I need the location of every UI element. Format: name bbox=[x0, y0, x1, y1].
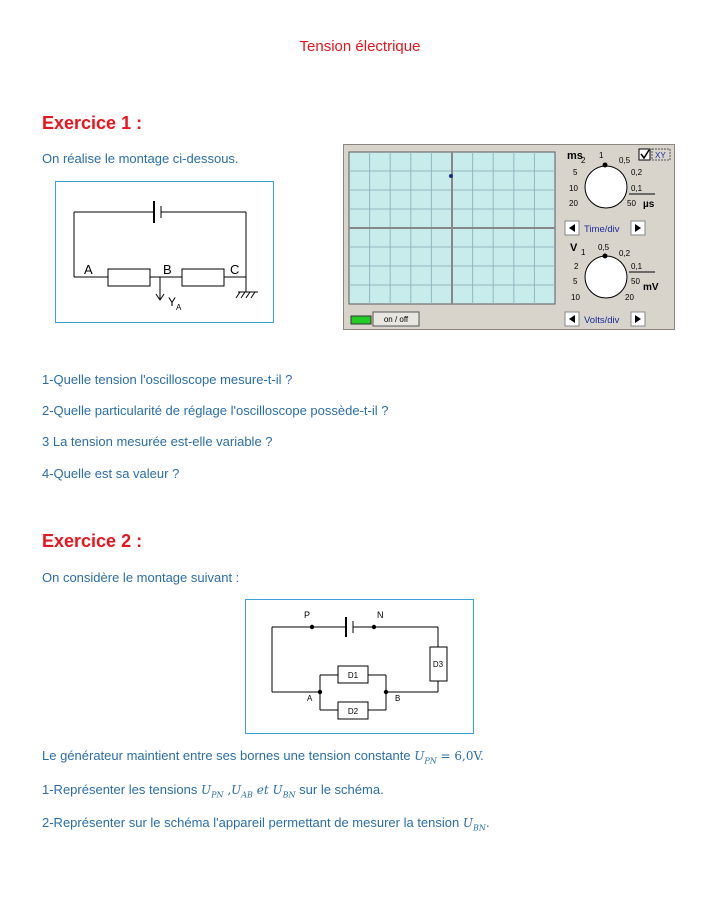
question-3: 3 La tension mesurée est-elle variable ? bbox=[42, 434, 273, 449]
math-et: et bbox=[256, 783, 269, 797]
node-a-label-2: A bbox=[307, 694, 313, 703]
time-label-50: 50 bbox=[627, 199, 636, 208]
exercise2-line1 bbox=[42, 748, 484, 765]
volts-div-label: Volts/div bbox=[584, 315, 620, 326]
d1-label: D1 bbox=[347, 671, 359, 680]
time-div-increase-button[interactable] bbox=[631, 221, 645, 235]
math-var-3: U bbox=[462, 816, 473, 830]
math-u1: U bbox=[200, 783, 212, 797]
exercise2-title: Exercice 2 : bbox=[42, 531, 143, 551]
power-led bbox=[351, 316, 371, 324]
tensions-math: $U_{PN}$ $,U_{AB}$ et $U_{BN}$ bbox=[200, 783, 296, 800]
question-1: 1-Quelle tension l'oscilloscope mesure-t-il ? bbox=[42, 372, 293, 387]
oscilloscope-svg bbox=[343, 144, 675, 330]
math-s3: BN bbox=[282, 790, 296, 800]
time-label-10: 10 bbox=[569, 184, 578, 193]
time-unit-bottom: µs bbox=[643, 199, 655, 210]
volt-label-0-5: 0,5 bbox=[598, 243, 610, 252]
time-label-1: 1 bbox=[599, 151, 604, 160]
volt-label-5: 5 bbox=[573, 277, 578, 286]
volt-unit-bottom: mV bbox=[643, 282, 659, 293]
exercise2-line1-text: Le générateur maintient entre ses bornes une tension constante bbox=[42, 748, 415, 763]
exercise1-title: Exercice 1 : bbox=[42, 113, 143, 133]
volt-label-1: 1 bbox=[581, 248, 586, 257]
node-c-label: C bbox=[230, 262, 240, 277]
d2-label: D2 bbox=[347, 707, 359, 716]
math-sub-3: BN bbox=[472, 823, 486, 833]
math-u3: U bbox=[272, 783, 283, 797]
time-label-0-2: 0,2 bbox=[631, 168, 643, 177]
probe-label: Y bbox=[168, 295, 177, 309]
math-var: U bbox=[414, 749, 425, 763]
node-b-label: B bbox=[163, 262, 172, 277]
math-rest-3: . bbox=[485, 816, 490, 830]
exercise2-circuit-diagram bbox=[245, 599, 474, 734]
volts-div-increase-button[interactable] bbox=[631, 312, 645, 326]
time-unit-top: ms bbox=[567, 150, 583, 162]
time-label-20: 20 bbox=[569, 199, 578, 208]
time-label-0-5: 0,5 bbox=[619, 156, 631, 165]
oscilloscope bbox=[343, 144, 675, 330]
math-rest: = 6,0V. bbox=[436, 749, 484, 763]
volt-unit-top: V bbox=[570, 242, 578, 254]
xy-checkbox[interactable] bbox=[639, 149, 650, 160]
circuit-svg bbox=[56, 182, 273, 322]
exercise2-intro: On considère le montage suivant : bbox=[42, 570, 240, 585]
volt-label-0-1: 0,1 bbox=[631, 262, 643, 271]
math-sub: PN bbox=[424, 756, 437, 766]
math-s1: PN bbox=[211, 790, 224, 800]
exercise1-circuit-diagram bbox=[55, 181, 274, 323]
xy-label: XY bbox=[655, 151, 666, 160]
time-div-decrease-button[interactable] bbox=[565, 221, 579, 235]
node-b-label-2: B bbox=[395, 694, 401, 703]
page-title: Tension électrique bbox=[299, 38, 421, 55]
question-4: 4-Quelle est sa valeur ? bbox=[42, 466, 180, 481]
math-s2: AB bbox=[241, 790, 253, 800]
exercise2-line2-text-before: 1-Représenter les tensions bbox=[42, 782, 201, 797]
exercise2-line3-text: 2-Représenter sur le schéma l'appareil permettant de mesurer la tension bbox=[42, 815, 463, 830]
question-2: 2-Quelle particularité de réglage l'oscilloscope possède-t-il ? bbox=[42, 403, 389, 418]
time-label-0-1: 0,1 bbox=[631, 184, 643, 193]
volt-label-2: 2 bbox=[574, 262, 579, 271]
probe-sub-label: A bbox=[176, 303, 182, 312]
volts-div-decrease-button[interactable] bbox=[565, 312, 579, 326]
time-label-5: 5 bbox=[573, 168, 578, 177]
node-n-label: N bbox=[377, 610, 384, 620]
volt-label-0-2: 0,2 bbox=[619, 249, 631, 258]
ubn-math bbox=[462, 816, 490, 833]
upn-math bbox=[414, 749, 484, 766]
power-button[interactable] bbox=[373, 312, 419, 326]
circuit2-svg bbox=[246, 600, 473, 733]
node-p-label: P bbox=[304, 610, 311, 620]
volt-label-20: 20 bbox=[625, 293, 634, 302]
volt-label-10: 10 bbox=[571, 293, 580, 302]
volt-label-50: 50 bbox=[631, 277, 640, 286]
exercise1-intro: On réalise le montage ci-dessous. bbox=[42, 151, 239, 166]
d3-label: D3 bbox=[432, 660, 444, 669]
node-a-label: A bbox=[84, 262, 93, 277]
power-button-label: on / off bbox=[383, 315, 409, 324]
time-div-label: Time/div bbox=[584, 224, 620, 235]
exercise2-line2 bbox=[42, 782, 384, 799]
oscilloscope-spot bbox=[449, 174, 453, 178]
math-u2: U bbox=[231, 783, 242, 797]
exercise2-line3 bbox=[42, 815, 490, 832]
time-label-2: 2 bbox=[581, 156, 586, 165]
exercise2-line2-text-after: sur le schéma. bbox=[295, 782, 384, 797]
